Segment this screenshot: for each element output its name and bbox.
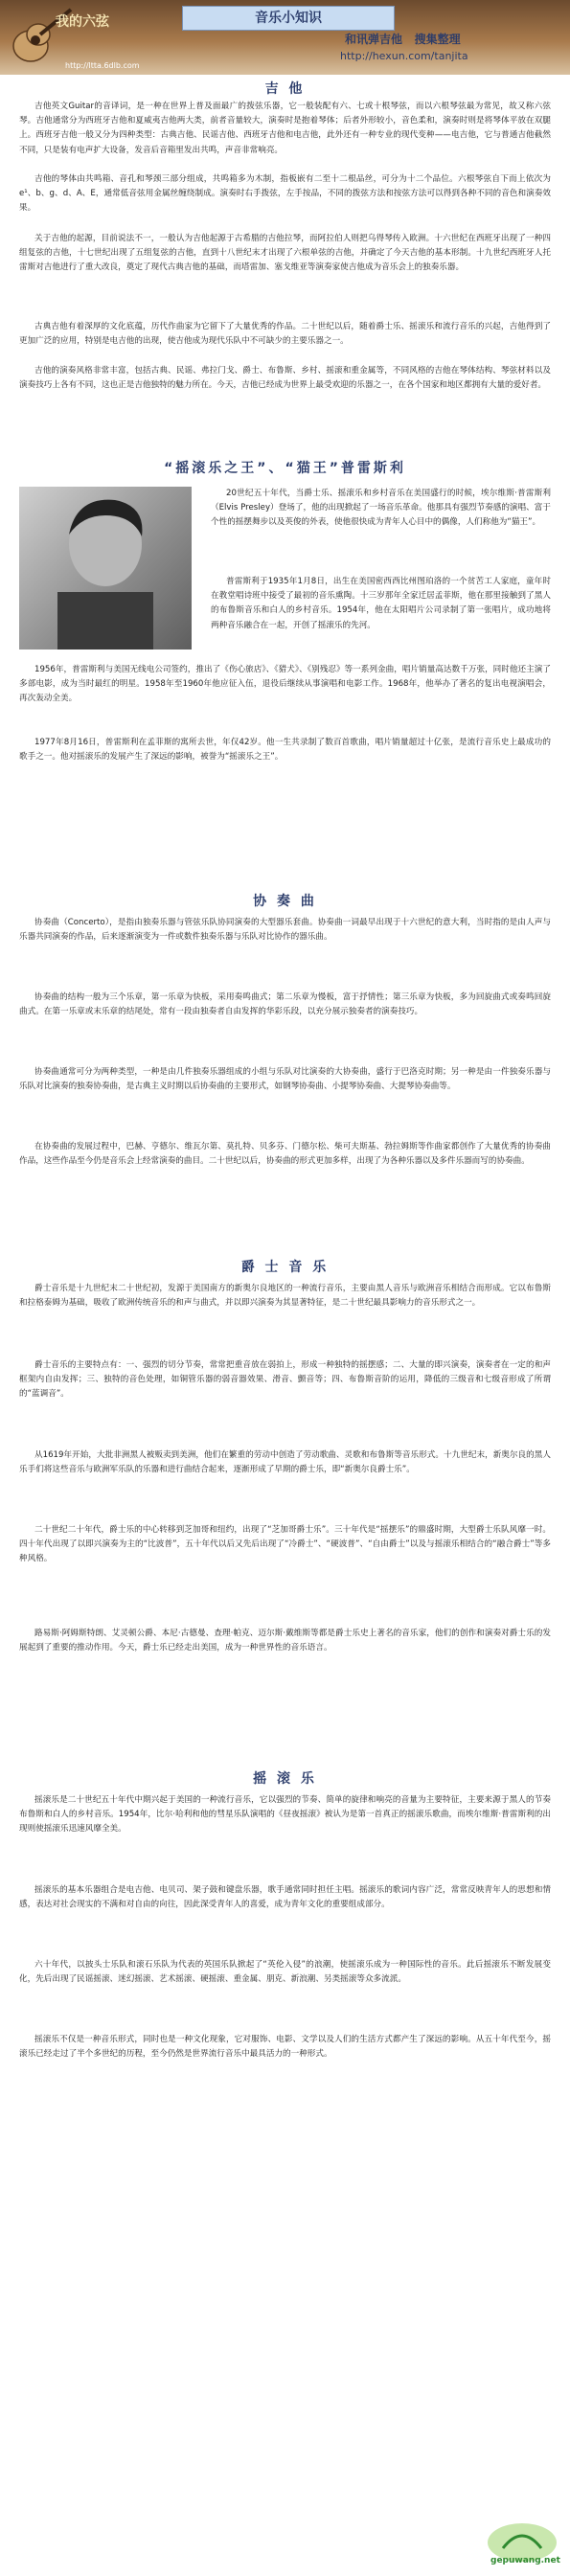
paragraph: 路易斯·阿姆斯特朗、艾灵顿公爵、本尼·古德曼、查理·帕克、迈尔斯·戴维斯等都是爵士乐史上著名的音乐家，他们的创作和演奏对爵士乐的发展起到了重要的推动作用。今天，爵士乐已经走出美国，成为一种世界性的音乐语言。 bbox=[19, 1629, 551, 1653]
paragraph: 1977年8月16日，普雷斯利在孟菲斯的寓所去世，年仅42岁。他一生共录制了数百首歌曲，唱片销量超过十亿张，是流行音乐史上最成功的歌手之一。他对摇滚乐的发展产生了深远的影响，被誉为“摇滚乐之王”。 bbox=[19, 738, 551, 763]
paragraph: 六十年代，以披头士乐队和滚石乐队为代表的英国乐队掀起了“英伦入侵”的浪潮，使摇滚乐成为一种国际性的音乐。此后摇滚乐不断发展变化，先后出现了民谣摇滚、迷幻摇滚、艺术摇滚、硬摇滚、重金属、朋克、新浪潮、另类摇滚等众多流派。 bbox=[19, 1960, 551, 1985]
section-title-rock: 摇 滚 乐 bbox=[253, 1771, 317, 1787]
elvis-photo bbox=[19, 487, 192, 650]
paragraph: 吉他的演奏风格非常丰富，包括古典、民谣、弗拉门戈、爵士、布鲁斯、乡村、摇滚和重金属等，不同风格的吉他在琴体结构、琴弦材料以及演奏技巧上各有不同，这也正是吉他独特的魅力所在。今天，吉他已经成为世界上最受欢迎的乐器之一，在各个国家和地区都拥有大量的爱好者。 bbox=[19, 366, 551, 391]
paragraph: 爵士音乐是十九世纪末二十世纪初，发源于美国南方的新奥尔良地区的一种流行音乐，主要由黑人音乐与欧洲音乐相结合而形成。它以布鲁斯和拉格泰姆为基础，吸收了欧洲传统音乐的和声与曲式，并以即兴演奏为其显著特征，是二十世纪最具影响力的音乐形式之一。 bbox=[19, 1284, 551, 1309]
paragraph: 爵士音乐的主要特点有：一、强烈的切分节奏，常常把重音放在弱拍上，形成一种独特的摇摆感；二、大量的即兴演奏，演奏者在一定的和声框架内自由发挥；三、独特的音色处理，如铜管乐器的弱音器效果、滑音、颤音等；四、布鲁斯音阶的运用，降低的三级音和七级音形成了所谓的“蓝调音”。 bbox=[19, 1360, 551, 1400]
source-url[interactable]: http://hexun.com/tanjita bbox=[340, 50, 468, 62]
section-title-jazz: 爵 士 音 乐 bbox=[240, 1260, 330, 1275]
paragraph: 吉他的琴体由共鸣箱、音孔和琴颈三部分组成，共鸣箱多为木制，指板嵌有二至十二根品丝，可分为十二个品位。六根琴弦自下而上依次为e¹、b、g、d、A、E，通常低音弦用金属丝缠绕制成。演奏时右手拨弦，左手按品，不同的拨弦方法和按弦方法可以得到各种不同的音色和演奏效果。 bbox=[19, 174, 551, 214]
paragraph: 从1619年开始，大批非洲黑人被贩卖到美洲，他们在繁重的劳动中创造了劳动歌曲、灵歌和布鲁斯等音乐形式。十九世纪末，新奥尔良的黑人乐手们将这些音乐与欧洲军乐队的乐器和进行曲结合起来，逐渐形成了早期的爵士乐，即“新奥尔良爵士乐”。 bbox=[19, 1450, 551, 1475]
paragraph: 协奏曲通常可分为两种类型，一种是由几件独奏乐器组成的小组与乐队对比演奏的大协奏曲，盛行于巴洛克时期；另一种是由一件独奏乐器与乐队对比演奏的独奏协奏曲，是古典主义时期以后协奏曲的主要形式，如钢琴协奏曲、小提琴协奏曲、大提琴协奏曲等。 bbox=[19, 1067, 551, 1092]
paragraph: 摇滚乐不仅是一种音乐形式，同时也是一种文化现象，它对服饰、电影、文学以及人们的生活方式都产生了深远的影响。从五十年代至今，摇滚乐已经走过了半个多世纪的历程，至今仍然是世界流行音乐中最具活力的一种形式。 bbox=[19, 2035, 551, 2060]
paragraph: 二十世纪二十年代，爵士乐的中心转移到芝加哥和纽约，出现了“芝加哥爵士乐”。三十年代是“摇摆乐”的鼎盛时期，大型爵士乐队风靡一时。四十年代出现了以即兴演奏为主的“比波普”，五十年代以后又先后出现了“冷爵士”、“硬波普”、“自由爵士”以及与摇滚乐相结合的“融合爵士”等多种风格。 bbox=[19, 1525, 551, 1564]
paragraph: 在协奏曲的发展过程中，巴赫、亨德尔、维瓦尔第、莫扎特、贝多芬、门德尔松、柴可夫斯基、勃拉姆斯等作曲家都创作了大量优秀的协奏曲作品，这些作品至今仍是音乐会上经常演奏的曲目。二十世纪以后，协奏曲的形式更加多样，出现了为各种乐器以及多件乐器而写的协奏曲。 bbox=[19, 1142, 551, 1167]
footer-site[interactable]: gepuwang.net bbox=[490, 2556, 560, 2565]
paragraph: 1956年，普雷斯利与美国无线电公司签约，推出了《伤心旅店》、《猎犬》、《别残忍》等一系列金曲，唱片销量高达数千万张，同时他还主演了多部电影，成为当时最红的明星。1958年至1960年他应征入伍，退役后继续从事演唱和电影工作。1968年，他举办了著名的复出电视演唱会，再次轰动全美。 bbox=[19, 665, 551, 704]
page-header bbox=[0, 0, 570, 75]
paragraph: 关于吉他的起源，目前说法不一，一般认为吉他起源于古希腊的吉他拉琴，而阿拉伯人则把乌得琴传入欧洲。十六世纪在西班牙出现了一种四组复弦的吉他，十七世纪出现了五组复弦的吉他，直到十八世纪末才出现了六根单弦的吉他，并确定了今天吉他的基本形制。十九世纪西班牙人托雷斯对吉他进行了重大改良，奠定了现代古典吉他的基础，而塔雷加、塞戈维亚等演奏家使吉他成为音乐会上的独奏乐器。 bbox=[19, 234, 551, 273]
site-logo: 我的六弦 bbox=[56, 14, 109, 30]
site-url[interactable]: http://ltta.6dlb.com bbox=[65, 61, 140, 70]
section-title-elvis: “摇滚乐之王”、“猫王”普雷斯利 bbox=[164, 461, 406, 476]
paragraph: 吉他英文Guitar的音译词，是一种在世界上普及面最广的拨弦乐器，它一般装配有六、七或十根琴弦，而以六根琴弦最为常见，故又称六弦琴。吉他通常分为西班牙吉他和夏威夷吉他两大类，前者音量较大，演奏时是抱着琴体；后者外形较小，音色柔和，演奏时则是将琴体平放在双腿上。西班牙吉他一般又分为四种类型：古典吉他、民谣吉他、西班牙吉他和电吉他，此外还有一种专业的现代变种——电吉他，它与普通吉他截然不同，只是装有电声扩大设备，发音后音箱里发出共鸣，声音非常响亮。 bbox=[19, 102, 551, 155]
paragraph: 协奏曲的结构一般为三个乐章，第一乐章为快板，采用奏鸣曲式；第二乐章为慢板，富于抒情性；第三乐章为快板，多为回旋曲式或奏鸣回旋曲式。在第一乐章或末乐章的结尾处，常有一段由独奏者自由发挥的华彩乐段，以充分展示独奏者的演奏技巧。 bbox=[19, 992, 551, 1017]
paragraph: 摇滚乐的基本乐器组合是电吉他、电贝司、架子鼓和键盘乐器，歌手通常同时担任主唱。摇滚乐的歌词内容广泛，常常反映青年人的思想和情感，表达对社会现实的不满和对自由的向往，因此深受青年人的喜爱，成为青年文化的重要组成部分。 bbox=[19, 1885, 551, 1910]
paragraph: 普雷斯利于1935年1月8日，出生在美国密西西比州图珀洛的一个贫苦工人家庭，童年时在教堂唱诗班中接受了最初的音乐熏陶。十三岁那年全家迁居孟菲斯，他在那里接触到了黑人的布鲁斯音乐和白人的乡村音乐。1954年，他在太阳唱片公司录制了第一张唱片，成功地将两种音乐融合在一起，开创了摇滚乐的先河。 bbox=[211, 577, 551, 630]
section-title-concerto: 协 奏 曲 bbox=[253, 894, 317, 909]
credit-right: 搜集整理 bbox=[414, 33, 461, 46]
paragraph: 摇滚乐是二十世纪五十年代中期兴起于美国的一种流行音乐，它以强烈的节奏、简单的旋律和响亮的音量为主要特征，主要来源于黑人的节奏布鲁斯和白人的乡村音乐。1954年，比尔·哈利和他的彗星乐队演唱的《昼夜摇滚》被认为是第一首真正的摇滚乐歌曲，而埃尔维斯·普雷斯利的出现则使摇滚乐迅速风靡全美。 bbox=[19, 1795, 551, 1835]
paragraph: 古典吉他有着深厚的文化底蕴，历代作曲家为它留下了大量优秀的作品。二十世纪以后，随着爵士乐、摇滚乐和流行音乐的兴起，吉他得到了更加广泛的应用，特别是电吉他的出现，使吉他成为现代乐队中不可缺少的主要乐器之一。 bbox=[19, 322, 551, 347]
credit-left: 和讯弹吉他 bbox=[345, 33, 403, 46]
section-title-guitar: 吉 他 bbox=[264, 81, 306, 97]
page-title: 音乐小知识 bbox=[182, 6, 395, 31]
portrait-icon bbox=[19, 487, 192, 650]
paragraph: 协奏曲（Concerto），是指由独奏乐器与管弦乐队协同演奏的大型器乐套曲。协奏曲一词最早出现于十六世纪的意大利，当时指的是由人声与乐器共同演奏的作品，后来逐渐演变为一件或数件独奏乐器与乐队对比协作的器乐曲。 bbox=[19, 918, 551, 943]
paragraph: 20世纪五十年代，当爵士乐、摇滚乐和乡村音乐在美国盛行的时候，埃尔维斯·普雷斯利（Elvis Presley）登场了，他的出现掀起了一场音乐革命。他那具有强烈节奏感的演唱、富于个性的摇摆舞步以及英俊的外表，使他很快成为青年人心目中的偶像，人们称他为“猫王”。 bbox=[211, 489, 551, 528]
credit-line bbox=[345, 31, 461, 47]
